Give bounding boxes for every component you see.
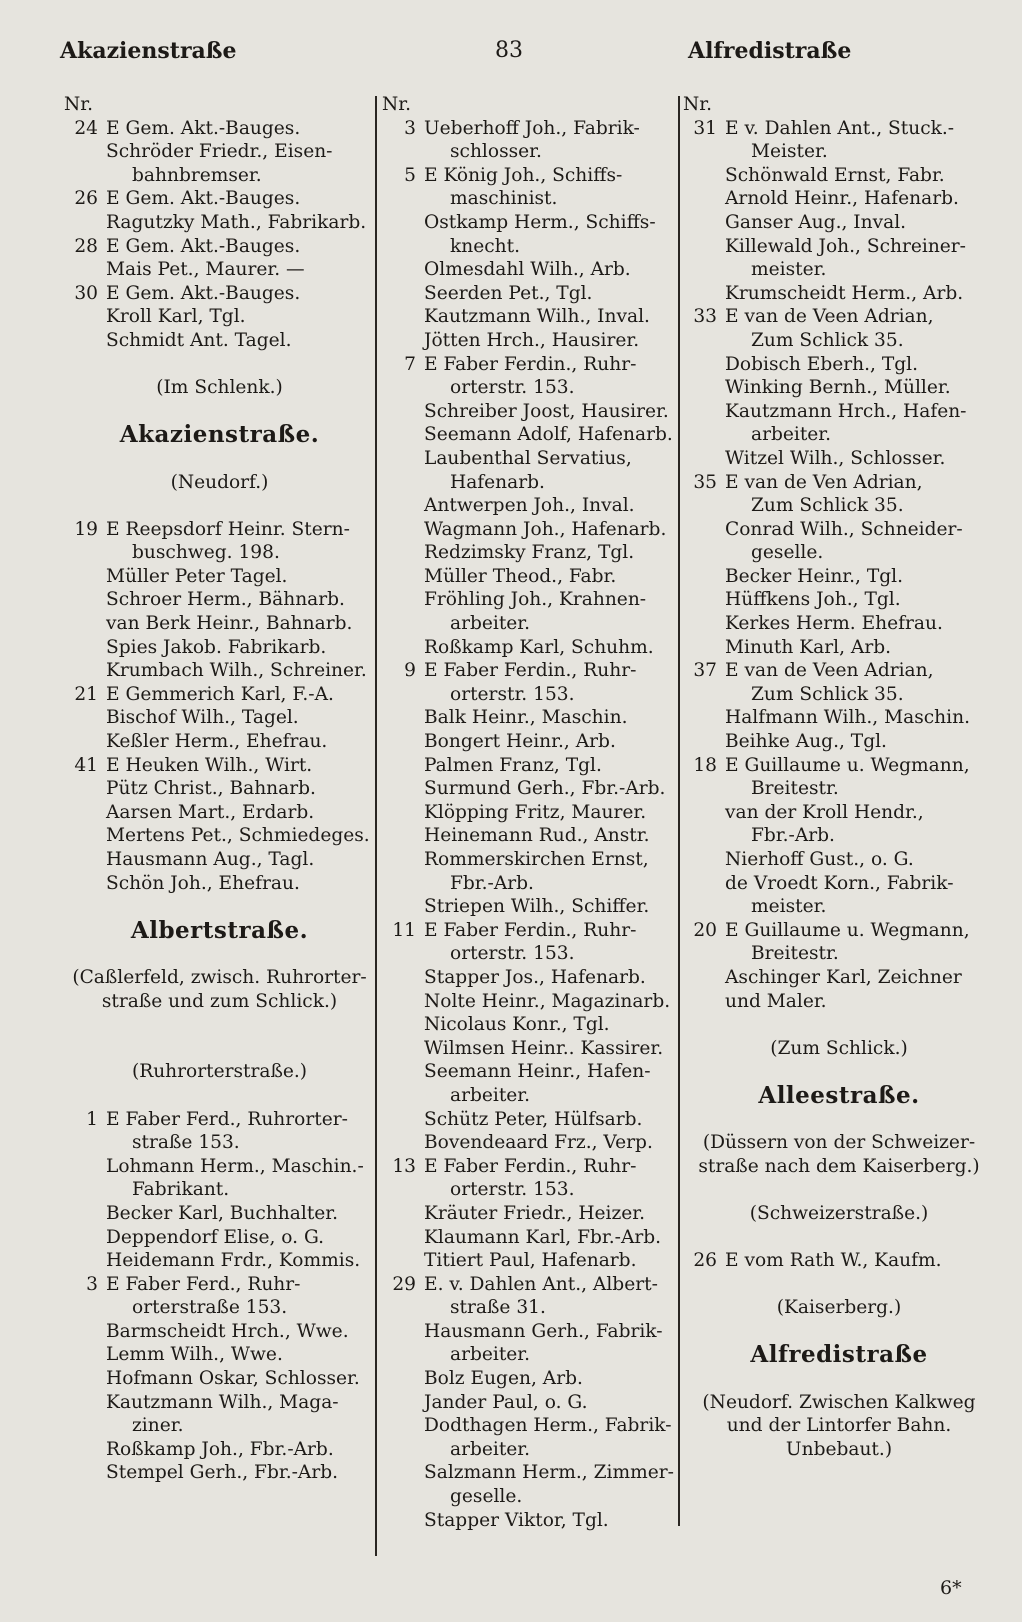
resident-line: straße 31. (450, 1297, 546, 1319)
resident-line: und Maler. (725, 990, 827, 1012)
street-heading: Alfredistraße (750, 1341, 928, 1369)
house-entry (64, 1273, 375, 1485)
resident-line: Witzel Wilh., Schlosser. (725, 447, 946, 469)
resident-line: Lohmann Herm., Maschin.- (106, 1155, 364, 1177)
district-note: (Im Schlenk.) (156, 377, 283, 399)
column-divider (375, 96, 377, 1556)
resident-line: Mais Pet., Maurer. — (106, 259, 305, 281)
resident-line: Ganser Aug., Inval. (725, 211, 907, 233)
street-heading: Akazienstraße. (119, 421, 320, 449)
resident-line: Fabrikant. (132, 1179, 230, 1201)
resident-line: geselle. (751, 542, 824, 564)
resident-line: Barmscheidt Hrch., Wwe. (106, 1320, 349, 1342)
resident-line: Fbr.-Arb. (450, 872, 534, 894)
resident-line: arbeiter. (751, 424, 832, 446)
house-entry (382, 1155, 678, 1273)
resident-line: E Faber Ferd., Ruhrorter- (106, 1108, 348, 1130)
resident-line: E van de Veen Adrian, (725, 660, 934, 682)
resident-line: Dobisch Eberh., Tgl. (725, 353, 919, 375)
resident-line: Seemann Adolf, Hafenarb. (424, 424, 673, 446)
resident-line: E Faber Ferdin., Ruhr- (424, 919, 637, 941)
resident-line: orterstraße 153. (132, 1297, 288, 1319)
resident-line: E König Joh., Schiffs- (424, 164, 623, 186)
resident-line: Roßkamp Joh., Fbr.-Arb. (106, 1438, 334, 1460)
resident-line: Pütz Christ., Bahnarb. (106, 778, 316, 800)
house-number: 19 (74, 518, 98, 540)
resident-line: meister. (751, 259, 827, 281)
house-entry (382, 919, 678, 1155)
column-divider (678, 96, 680, 1526)
resident-line: Müller Peter Tagel. (106, 565, 288, 587)
resident-line: Fbr.-Arb. (751, 825, 835, 847)
resident-line: Breitestr. (751, 943, 839, 965)
resident-line: Seemann Heinr., Hafen- (424, 1061, 651, 1083)
resident-line: Hafenarb. (450, 471, 545, 493)
resident-line: orterstr. 153. (450, 377, 575, 399)
resident-line: Hüffkens Joh., Tgl. (725, 589, 901, 611)
house-number: 13 (392, 1155, 416, 1177)
district-note: (Düssern von der Schweizer- (702, 1132, 976, 1154)
resident-line: Palmen Franz, Tgl. (424, 754, 602, 776)
resident-line: Bongert Heinr., Arb. (424, 731, 616, 753)
street-heading: Alleestraße. (758, 1081, 920, 1109)
resident-line: Keßler Herm., Ehefrau. (106, 731, 328, 753)
resident-line: E Reepsdorf Heinr. Stern- (106, 518, 350, 540)
resident-line: Zum Schlick 35. (751, 683, 904, 705)
resident-line: E Faber Ferd., Ruhr- (106, 1273, 301, 1295)
house-entry (64, 187, 375, 234)
resident-line: Zum Schlick 35. (751, 329, 904, 351)
resident-line: Kautzmann Hrch., Hafen- (725, 400, 967, 422)
resident-line: Schönwald Ernst, Fabr. (725, 164, 945, 186)
house-number: 26 (693, 1250, 717, 1272)
header-left-street: Akazienstraße (60, 38, 237, 64)
resident-line: Bolz Eugen, Arb. (424, 1368, 583, 1390)
resident-line: Nolte Heinr., Magazinarb. (424, 990, 671, 1012)
resident-line: Fröhling Joh., Krahnen- (424, 589, 647, 611)
resident-line: Wagmann Joh., Hafenarb. (424, 518, 667, 540)
house-number: 9 (404, 660, 416, 682)
resident-line: Aschinger Karl, Zeichner (725, 966, 962, 988)
resident-line: Müller Theod., Fabr. (424, 565, 617, 587)
district-note: und der Lintorfer Bahn. (726, 1415, 952, 1437)
resident-line: Antwerpen Joh., Inval. (424, 495, 635, 517)
resident-line: straße 153. (132, 1132, 240, 1154)
resident-line: maschinist. (450, 188, 558, 210)
resident-line: Ragutzky Math., Fabrikarb. (106, 211, 367, 233)
house-number: 18 (693, 754, 717, 776)
resident-line: Jötten Hrch., Hausirer. (424, 329, 640, 351)
resident-line: Stapper Jos., Hafenarb. (424, 966, 646, 988)
resident-line: Becker Heinr., Tgl. (725, 565, 904, 587)
resident-line: Schreiber Joost, Hausirer. (424, 400, 669, 422)
resident-line: Spies Jakob. Fabrikarb. (106, 636, 327, 658)
resident-line: Ostkamp Herm., Schiffs- (424, 211, 656, 233)
resident-line: Kroll Karl, Tgl. (106, 306, 246, 328)
resident-line: Schmidt Ant. Tagel. (106, 329, 292, 351)
resident-line: orterstr. 153. (450, 683, 575, 705)
house-number: 29 (392, 1273, 416, 1295)
resident-line: Winking Bernh., Müller. (725, 377, 951, 399)
resident-line: knecht. (450, 235, 521, 257)
resident-line: E Faber Ferdin., Ruhr- (424, 353, 637, 375)
resident-line: Kautzmann Wilh., Inval. (424, 306, 650, 328)
resident-line: Conrad Wilh., Schneider- (725, 518, 963, 540)
district-note: Unbebaut.) (785, 1438, 893, 1460)
house-number: 26 (74, 188, 98, 210)
resident-line: van der Kroll Hendr., (725, 801, 924, 823)
street-heading: Albertstraße. (130, 916, 309, 944)
resident-line: Heinemann Rud., Anstr. (424, 825, 650, 847)
resident-line: Schröder Friedr., Eisen- (106, 141, 333, 163)
house-entry (382, 117, 678, 164)
house-entry (683, 919, 995, 1013)
resident-line: ziner. (132, 1415, 184, 1437)
resident-line: E Gemmerich Karl, F.-A. (106, 683, 334, 705)
house-entry (683, 1249, 995, 1273)
column-3 (683, 93, 995, 1461)
resident-line: Balk Heinr., Maschin. (424, 707, 628, 729)
resident-line: Schön Joh., Ehefrau. (106, 872, 300, 894)
resident-line: E Gem. Akt.-Bauges. (106, 282, 301, 304)
header-right-street: Alfredistraße (688, 38, 852, 64)
resident-line: Nicolaus Konr., Tgl. (424, 1014, 610, 1036)
resident-line: E Gem. Akt.-Bauges. (106, 117, 301, 139)
resident-line: Beihke Aug., Tgl. (725, 731, 887, 753)
house-number: 37 (693, 660, 717, 682)
resident-line: Schütz Peter, Hülfsarb. (424, 1108, 643, 1130)
house-number: 7 (404, 353, 416, 375)
resident-line: de Vroedt Korn., Fabrik- (725, 872, 954, 894)
resident-line: Krumbach Wilh., Schreiner. (106, 660, 367, 682)
resident-line: Stempel Gerh., Fbr.-Arb. (106, 1462, 339, 1484)
house-entry (382, 353, 678, 660)
resident-line: Heidemann Frdr., Kommis. (106, 1250, 361, 1272)
resident-line: Mertens Pet., Schmiedeges. (106, 825, 370, 847)
district-note: straße nach dem Kaiserberg.) (698, 1155, 980, 1177)
house-number: 1 (86, 1108, 98, 1130)
resident-line: bahnbremser. (132, 164, 262, 186)
resident-line: meister. (751, 896, 827, 918)
page-number: 83 (495, 38, 523, 63)
house-entry (64, 1108, 375, 1273)
district-note: (Neudorf. Zwischen Kalkweg (702, 1391, 976, 1413)
resident-line: orterstr. 153. (450, 1179, 575, 1201)
resident-line: Ueberhoff Joh., Fabrik- (424, 117, 640, 139)
house-number: 5 (404, 164, 416, 186)
house-number: 21 (74, 683, 98, 705)
resident-line: Klöpping Fritz, Maurer. (424, 801, 647, 823)
resident-line: arbeiter. (450, 1084, 531, 1106)
signature-mark: 6* (940, 1577, 962, 1599)
column-label: Nr. (382, 94, 412, 115)
house-number: 35 (693, 471, 717, 493)
house-number: 30 (74, 282, 98, 304)
resident-line: E van de Veen Adrian, (725, 306, 934, 328)
resident-line: Aarsen Mart., Erdarb. (106, 801, 315, 823)
resident-line: Olmesdahl Wilh., Arb. (424, 259, 631, 281)
resident-line: E Faber Ferdin., Ruhr- (424, 1155, 637, 1177)
resident-line: E Guillaume u. Wegmann, (725, 754, 970, 776)
resident-line: Wilmsen Heinr.. Kassirer. (424, 1037, 664, 1059)
house-entry (64, 754, 375, 896)
house-entry (683, 305, 995, 470)
district-note: (Kaiserberg.) (776, 1297, 902, 1319)
resident-line: Striepen Wilh., Schiffer. (424, 896, 650, 918)
house-number: 24 (74, 117, 98, 139)
resident-line: Deppendorf Elise, o. G. (106, 1226, 325, 1248)
house-entry (683, 659, 995, 753)
resident-line: E Heuken Wilh., Wirt. (106, 754, 313, 776)
house-entry (382, 164, 678, 353)
resident-line: E. v. Dahlen Ant., Albert- (424, 1273, 658, 1295)
resident-line: E Faber Ferdin., Ruhr- (424, 660, 637, 682)
resident-line: geselle. (450, 1486, 523, 1508)
house-number: 3 (404, 117, 416, 139)
district-note: (Caßlerfeld, zwisch. Ruhrorter- (72, 966, 367, 988)
page-header (0, 38, 1022, 78)
house-number: 41 (74, 754, 98, 776)
resident-line: Breitestr. (751, 778, 839, 800)
district-note: (Neudorf.) (170, 471, 269, 493)
resident-line: E vom Rath W., Kaufm. (725, 1250, 942, 1272)
resident-line: Hofmann Oskar, Schlosser. (106, 1368, 360, 1390)
house-number: 3 (86, 1273, 98, 1295)
column-2 (382, 93, 678, 1532)
resident-line: E van de Ven Adrian, (725, 471, 923, 493)
resident-line: Rommerskirchen Ernst, (424, 849, 649, 870)
resident-line: E Guillaume u. Wegmann, (725, 919, 970, 941)
resident-line: E Gem. Akt.-Bauges. (106, 235, 301, 257)
resident-line: Hausmann Aug., Tagl. (106, 849, 315, 870)
resident-line: Meister. (751, 141, 828, 163)
resident-line: Lemm Wilh., Wwe. (106, 1344, 283, 1366)
resident-line: arbeiter. (450, 1438, 531, 1460)
district-note: (Schweizerstraße.) (749, 1202, 929, 1224)
resident-line: schlosser. (450, 141, 542, 163)
column-1 (64, 93, 375, 1485)
house-entry (64, 117, 375, 188)
resident-line: Kerkes Herm. Ehefrau. (725, 613, 943, 635)
column-label: Nr. (683, 94, 713, 115)
column-label: Nr. (64, 94, 94, 115)
resident-line: Roßkamp Karl, Schuhm. (424, 636, 654, 658)
house-entry (382, 659, 678, 919)
resident-line: Killewald Joh., Schreiner- (725, 235, 966, 257)
resident-line: arbeiter. (450, 1344, 531, 1366)
resident-line: E Gem. Akt.-Bauges. (106, 188, 301, 210)
house-entry (64, 683, 375, 754)
resident-line: Jander Paul, o. G. (424, 1391, 588, 1413)
resident-line: Kräuter Friedr., Heizer. (424, 1202, 646, 1224)
resident-line: Schroer Herm., Bähnarb. (106, 589, 345, 611)
resident-line: Zum Schlick 35. (751, 495, 904, 517)
resident-line: Kautzmann Wilh., Maga- (106, 1391, 339, 1413)
resident-line: buschweg. 198. (132, 542, 280, 564)
resident-line: orterstr. 153. (450, 943, 575, 965)
house-entry (64, 518, 375, 683)
resident-line: Salzmann Herm., Zimmer- (424, 1462, 674, 1484)
resident-line: Arnold Heinr., Hafenarb. (725, 188, 959, 210)
resident-line: Becker Karl, Buchhalter. (106, 1202, 339, 1224)
resident-line: Minuth Karl, Arb. (725, 636, 892, 658)
house-entry (683, 117, 995, 306)
resident-line: Klaumann Karl, Fbr.-Arb. (424, 1226, 662, 1248)
house-entry (64, 235, 375, 282)
house-entry (64, 282, 375, 353)
resident-line: Dodthagen Herm., Fabrik- (424, 1415, 672, 1437)
resident-line: Redzimsky Franz, Tgl. (424, 542, 635, 564)
house-number: 33 (693, 306, 717, 328)
house-entry (382, 1273, 678, 1533)
house-number: 28 (74, 235, 98, 257)
resident-line: Krumscheidt Herm., Arb. (725, 282, 964, 304)
resident-line: Stapper Viktor, Tgl. (424, 1509, 609, 1531)
district-note: (Zum Schlick.) (770, 1037, 908, 1059)
house-entry (683, 754, 995, 919)
house-number: 11 (392, 919, 416, 941)
resident-line: Bovendeaard Frz., Verp. (424, 1132, 653, 1154)
resident-line: Surmund Gerh., Fbr.-Arb. (424, 778, 666, 800)
resident-line: Halfmann Wilh., Maschin. (725, 707, 970, 729)
district-note: (Ruhrorterstraße.) (131, 1061, 308, 1083)
resident-line: arbeiter. (450, 613, 531, 635)
resident-line: Hausmann Gerh., Fabrik- (424, 1320, 663, 1342)
resident-line: Titiert Paul, Hafenarb. (424, 1250, 637, 1272)
resident-line: Seerden Pet., Tgl. (424, 282, 593, 304)
house-number: 20 (693, 919, 717, 941)
resident-line: Bischof Wilh., Tagel. (106, 707, 299, 729)
house-entry (683, 471, 995, 660)
resident-line: Laubenthal Servatius, (424, 447, 632, 469)
resident-line: E v. Dahlen Ant., Stuck.- (725, 117, 955, 139)
resident-line: van Berk Heinr., Bahnarb. (106, 613, 353, 635)
resident-line: Nierhoff Gust., o. G. (725, 849, 914, 870)
district-note: straße und zum Schlick.) (101, 990, 338, 1012)
house-number: 31 (693, 117, 717, 139)
